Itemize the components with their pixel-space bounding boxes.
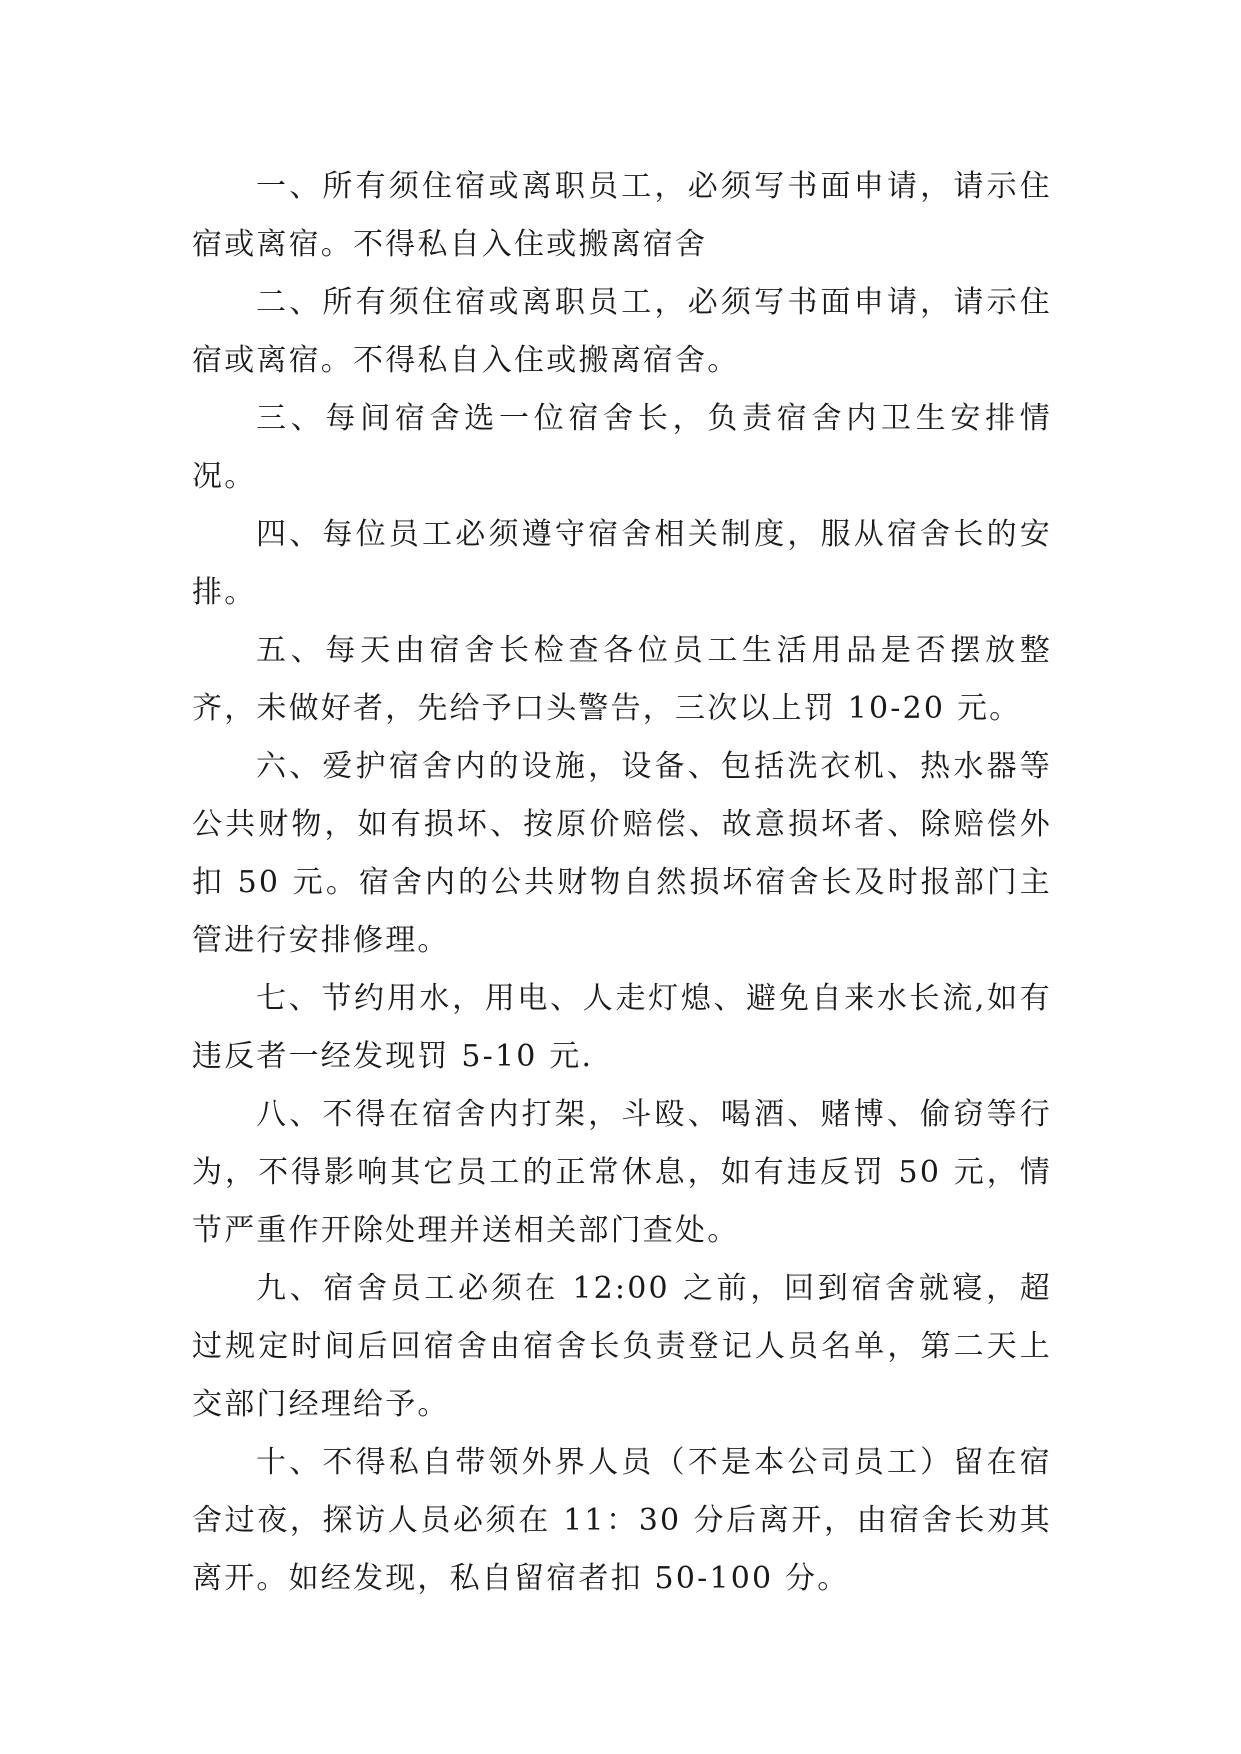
rule-paragraph-2: 二、所有须住宿或离职员工，必须写书面申请，请示住宿或离宿。不得私自入住或搬离宿舍。: [192, 285, 1052, 378]
rule-paragraph-1: 一、所有须住宿或离职员工，必须写书面申请，请示住宿或离宿。不得私自入住或搬离宿舍: [192, 169, 1052, 262]
rule-paragraph-8: 八、不得在宿舍内打架，斗殴、喝酒、赌博、偷窃等行为，不得影响其它员工的正常休息，如有违反罚 50 元，情节严重作开除处理并送相关部门查处。: [192, 1097, 1052, 1248]
rule-paragraph-10: 十、不得私自带领外界人员（不是本公司员工）留在宿舍过夜，探访人员必须在 11：30 分后离开，由宿舍长劝其离开。如经发现，私自留宿者扣 50-100 分。: [192, 1445, 1052, 1596]
rule-paragraph-4: 四、每位员工必须遵守宿舍相关制度，服从宿舍长的安排。: [192, 517, 1052, 610]
rule-paragraph-3: 三、每间宿舍选一位宿舍长，负责宿舍内卫生安排情况。: [192, 401, 1052, 494]
rule-paragraph-5: 五、每天由宿舍长检查各位员工生活用品是否摆放整齐，未做好者，先给予口头警告，三次以上罚 10-20 元。: [192, 633, 1052, 726]
rule-paragraph-6: 六、爱护宿舍内的设施，设备、包括洗衣机、热水器等公共财物，如有损坏、按原价赔偿、故意损坏者、除赔偿外扣 50 元。宿舍内的公共财物自然损坏宿舍长及时报部门主管进行安排修理。: [192, 749, 1052, 958]
rule-paragraph-9: 九、宿舍员工必须在 12:00 之前，回到宿舍就寝，超过规定时间后回宿舍由宿舍长负责登记人员名单，第二天上交部门经理给予。: [192, 1271, 1052, 1422]
rule-paragraph-7: 七、节约用水，用电、人走灯熄、避免自来水长流,如有违反者一经发现罚 5-10 元.: [192, 981, 1052, 1074]
document-body: [192, 158, 1052, 1608]
